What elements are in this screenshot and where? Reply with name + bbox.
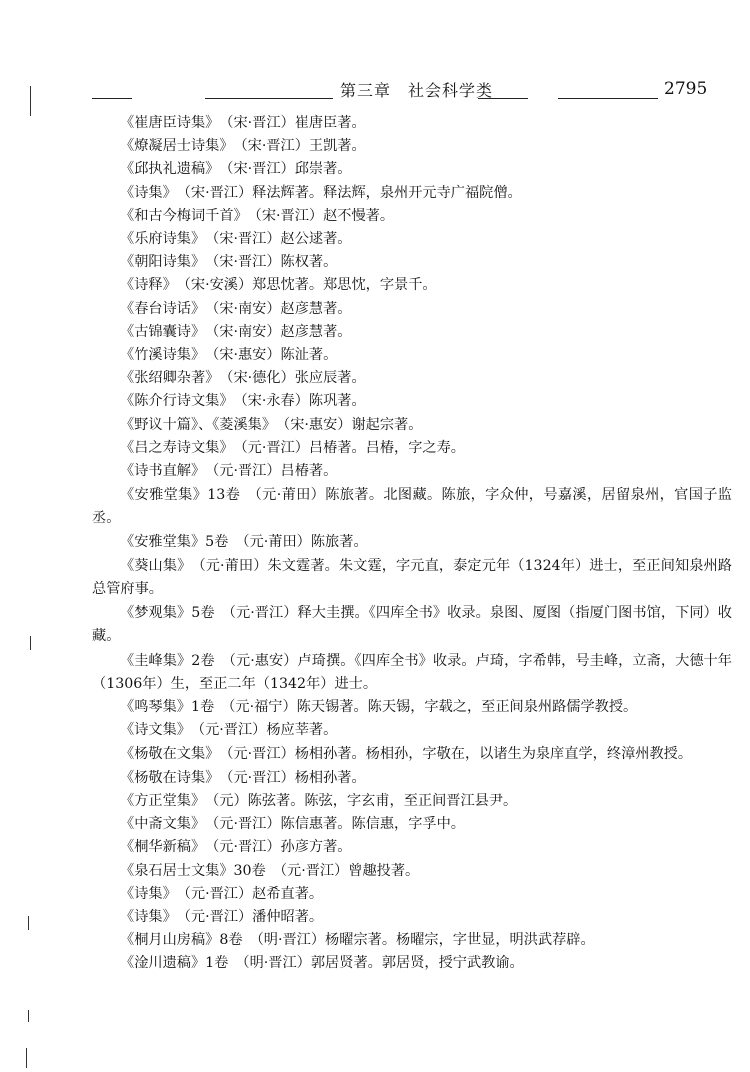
list-item: 《诗集》 （元·晋江）潘仲昭著。 — [120, 908, 324, 925]
margin-mark — [28, 1010, 29, 1022]
chapter-title: 第三章 社会科学类 — [340, 81, 494, 100]
list-item: 《邱执礼遗稿》 （宋·晋江）邱崇著。 — [120, 161, 352, 178]
margin-mark — [28, 916, 29, 930]
list-item: 《圭峰集》2卷 （元·惠安）卢琦撰。《四库全书》收录。卢琦，字希韩，号圭峰，立斋，大德十年（1306年）生，至正二年（1342年）进士。 — [92, 652, 732, 692]
list-item: 《朝阳诗集》 （宋·晋江）陈权著。 — [120, 254, 338, 271]
header-rule-left — [92, 98, 132, 99]
list-item: 《陈介行诗文集》 （宋·永春）陈巩著。 — [120, 393, 366, 410]
header-rule-middle-left — [205, 98, 333, 99]
list-item: 《淦川遗稿》1卷 （明·晋江）郭居贤著。郭居贤，授宁武教谕。 — [120, 955, 524, 972]
bibliography-list — [92, 112, 732, 976]
list-item: 《安雅堂集》5卷 （元·莆田）陈旅著。 — [120, 533, 368, 550]
list-item: 《吕之寿诗文集》 （元·晋江）吕椿著。吕椿，字之寿。 — [120, 439, 465, 456]
list-item: 《方正堂集》 （元）陈弦著。陈弦，字玄甫，至正间晋江县尹。 — [120, 792, 518, 809]
margin-mark — [26, 1048, 27, 1068]
list-item: 《桐月山房稿》8卷 （明·晋江）杨曜宗著。杨曜宗，字世显，明洪武荐辟。 — [120, 932, 595, 949]
list-item: 《梦观集》5卷 （元·晋江）释大圭撰。《四库全书》收录。泉图、厦图（指厦门图书馆，下同）收藏。 — [92, 605, 732, 645]
list-item: 《泉石居士文集》30卷 （元·晋江）曾趣投著。 — [120, 862, 420, 879]
list-item: 《古锦囊诗》 （宋·南安）赵彦慧著。 — [120, 323, 352, 340]
header-rule-right — [558, 98, 658, 99]
list-item: 《诗文集》 （元·晋江）杨应莘著。 — [120, 722, 338, 739]
list-item: 《桐华新稿》 （元·晋江）孙彦方著。 — [120, 839, 352, 856]
list-item: 《诗释》 （宋·安溪）郑思忱著。郑思忱，字景千。 — [120, 277, 437, 294]
list-item: 《张绍卿杂著》 （宋·德化）张应辰著。 — [120, 370, 366, 387]
list-item: 《竹溪诗集》 （宋·惠安）陈沚著。 — [120, 347, 338, 364]
margin-mark — [30, 86, 31, 116]
list-item: 《春台诗话》 （宋·南安）赵彦慧著。 — [120, 300, 352, 317]
list-item: 《燎凝居士诗集》 （宋·晋江）王凯著。 — [120, 138, 366, 155]
list-item: 《鸣琴集》1卷 （元·福宁）陈天锡著。陈天锡，字载之，至正间泉州路儒学教授。 — [120, 699, 638, 716]
list-item: 《诗集》 （元·晋江）赵希直著。 — [120, 885, 324, 902]
list-item: 《崔唐臣诗集》 （宋·晋江）崔唐臣著。 — [120, 115, 366, 131]
margin-mark — [30, 636, 31, 650]
list-item: 《葵山集》 （元·莆田）朱文霆著。朱文霆，字元直，泰定元年（1324年）进士，至正间知泉州路总管府事。 — [92, 557, 732, 598]
list-item: 《乐府诗集》 （宋·晋江）赵公逑著。 — [120, 231, 352, 248]
list-item: 《诗集》 （宋·晋江）释法辉著。释法辉，泉州开元寺广福院僧。 — [120, 184, 522, 201]
list-item: 《和古今梅词千首》 （宋·晋江）赵不慢著。 — [120, 207, 395, 224]
list-item: 《安雅堂集》13卷 （元·莆田）陈旅著。北图藏。陈旅，字众仲，号嘉溪，居留泉州，官国子监丞。 — [92, 487, 732, 527]
list-item: 《野议十篇》、《菱溪集》 （宋·惠安）谢起宗著。 — [120, 416, 423, 433]
list-item: 《杨敬在诗集》 （元·晋江）杨相孙著。 — [120, 769, 366, 786]
list-item: 《中斋文集》 （元·晋江）陈信惠著。陈信惠，字孚中。 — [120, 816, 465, 833]
list-item: 《杨敬在文集》 （元·晋江）杨相孙著。杨相孙，字敬在，以诸生为泉庠直学，终漳州教授。 — [120, 746, 693, 763]
list-item: 《诗书直解》 （元·晋江）吕椿著。 — [120, 463, 338, 480]
page-number: 2795 — [664, 79, 708, 99]
running-header — [0, 78, 750, 102]
